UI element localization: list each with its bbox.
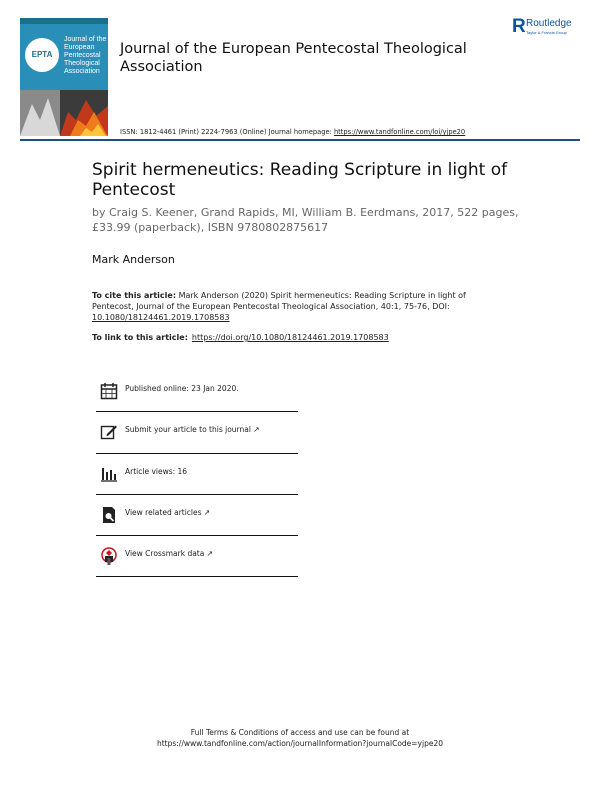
citation-text: Mark Anderson (2020) Spirit hermeneutics: Reading Scripture in light of Pentecost, Journal of the European Pentecostal Theological Association, 40:1, 75-76, DOI:	[92, 291, 466, 311]
external-link-icon: ↗	[253, 425, 260, 434]
article-title: Spirit hermeneutics: Reading Scripture in light of Pentecost	[92, 160, 508, 200]
footer	[0, 727, 600, 749]
journal-homepage-link[interactable]: https://www.tandfonline.com/loi/yjpe20	[333, 128, 466, 136]
crossmark-item[interactable]	[96, 537, 298, 577]
cover-title-line: Theological	[64, 60, 100, 67]
related-search-icon	[100, 506, 118, 524]
external-link-icon: ↗	[203, 508, 211, 517]
journal-cover	[20, 18, 108, 136]
crossmark-text: View Crossmark data	[125, 549, 205, 558]
crossmark-icon	[100, 547, 118, 565]
citation-block	[92, 290, 502, 323]
routledge-logo	[512, 17, 592, 41]
epta-logo	[25, 38, 59, 72]
submit-article-text: Submit your article to this journal	[125, 425, 251, 434]
article-link-line	[92, 333, 389, 342]
cover-title-line: Association	[64, 68, 100, 75]
cover-title-line: Journal of the	[64, 36, 107, 43]
issn-text: ISSN: 1812-4461 (Print) 2224-7963 (Online) Journal homepage:	[120, 128, 334, 136]
publisher-name: Routledge	[526, 18, 572, 29]
issn-line	[120, 128, 465, 136]
publisher-tagline: Taylor & Francis Group	[526, 30, 567, 35]
journal-title: Journal of the European Pentecostal Theological Association	[120, 41, 467, 75]
cover-title-line: European	[64, 44, 95, 51]
article-doi-link[interactable]: https://doi.org/10.1080/18124461.2019.1708583	[191, 333, 389, 342]
cover-artwork	[20, 90, 108, 136]
cover-title-line: Pentecostal	[64, 52, 101, 59]
cover-title	[64, 36, 108, 76]
citation-label: To cite this article:	[92, 291, 177, 300]
item-divider	[96, 576, 298, 577]
published-online-label: Published online: 23 Jan 2020.	[125, 384, 239, 393]
footer-terms-link[interactable]: https://www.tandfonline.com/action/journalInformation?journalCode=yjpe20	[156, 739, 444, 748]
crossmark-label	[125, 549, 213, 558]
published-online-item	[96, 372, 298, 412]
citation-doi-link[interactable]: 10.1080/18124461.2019.1708583	[92, 313, 230, 322]
bar-chart-icon	[100, 465, 118, 483]
cover-top-band	[20, 18, 108, 24]
epta-logo-text: EPTA	[31, 50, 53, 59]
article-subtitle: by Craig S. Keener, Grand Rapids, MI, William B. Eerdmans, 2017, 522 pages, £33.99 (paperback), ISBN 9780802875617	[92, 206, 519, 234]
routledge-icon: R	[512, 16, 526, 37]
header-divider	[20, 139, 580, 141]
related-articles-item[interactable]	[96, 496, 298, 536]
article-views-item	[96, 455, 298, 495]
footer-terms-text: Full Terms & Conditions of access and use can be found at	[190, 728, 410, 737]
related-articles-label	[125, 508, 210, 517]
external-link-icon: ↗	[206, 549, 214, 558]
edit-icon	[100, 423, 118, 441]
related-articles-text: View related articles	[125, 508, 202, 517]
submit-article-label	[125, 425, 260, 434]
article-link-label: To link to this article:	[92, 333, 188, 342]
calendar-icon	[100, 382, 118, 400]
submit-article-item[interactable]	[96, 413, 298, 453]
article-author: Mark Anderson	[92, 253, 175, 266]
article-views-label: Article views: 16	[125, 467, 188, 476]
